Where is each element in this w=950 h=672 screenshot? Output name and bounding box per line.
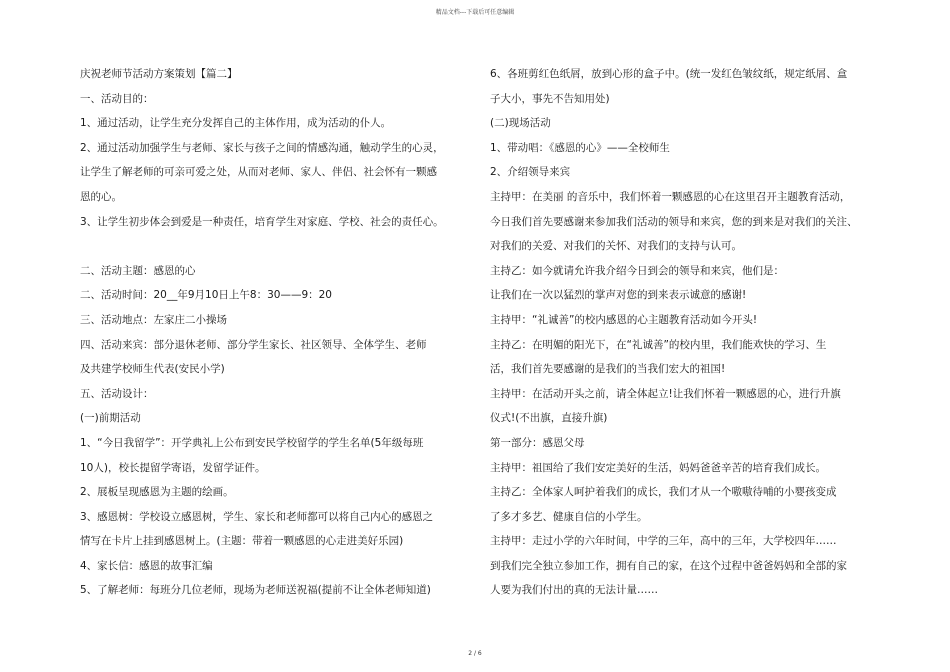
paragraph-line: 对我们的关爱、对我们的关怀、对我们的支持与认可。: [490, 240, 742, 253]
paragraph-line: 1、通过活动，让学生充分发挥自己的主体作用，成为活动的仆人。: [80, 117, 392, 130]
section-heading: 二、活动时间：20__年9月10日上午8：30——9：20: [80, 289, 332, 302]
paragraph-line: 主持乙：在明媚的阳光下，在“礼诚善”的校内里，我们能欢快的学习、生: [490, 338, 827, 351]
paragraph-line: 子大小，事先不告知用处): [490, 92, 610, 105]
paragraph-line: 2、展板呈现感恩为主题的绘画。: [80, 486, 234, 499]
paragraph-line: 2、通过活动加强学生与老师、家长与孩子之间的情感沟通，触动学生的心灵，: [80, 141, 444, 154]
paragraph-line: 了多才多艺、健康自信的小学生。: [490, 510, 648, 523]
section-heading: 四、活动来宾：部分退休老师、部分学生家长、社区领导、全体学生、老师: [80, 338, 427, 351]
paragraph-line: 活，我们首先要感谢的是我们的当我们宏大的祖国!: [490, 363, 726, 376]
page-number: 2 / 6: [468, 650, 482, 657]
section-heading: 三、活动地点：左家庄二小操场: [80, 313, 227, 326]
paragraph-line: 主持甲：祖国给了我们安定美好的生活，妈妈爸爸辛苦的培育我们成长。: [490, 461, 826, 474]
paragraph-line: 10人)，校长提留学寄语，发留学证件。: [80, 461, 266, 474]
paragraph-line: 仪式!(不出旗，直接升旗): [490, 412, 608, 425]
paragraph-line: 4、家长信：感恩的故事汇编: [80, 559, 213, 572]
paragraph-line: 主持甲：“礼诚善”的校内感恩的心主题教育活动如今开头!: [490, 313, 758, 326]
subsection-heading: 第一部分：感恩父母: [490, 436, 585, 449]
section-heading: 五、活动设计：: [80, 387, 154, 400]
paragraph-line: 6、各班剪红色纸屑，放到心形的盒子中。(统一发红色皱纹纸，规定纸屑、盒: [490, 68, 848, 80]
paragraph-line: 主持乙：全体家人呵护着我们的成长，我们才从一个嗷嗷待哺的小婴孩变成: [490, 486, 837, 499]
paragraph-line: 恩的心。: [80, 190, 122, 203]
paragraph-line: 主持乙：如今就请允许我介绍今日到会的领导和来宾，他们是：: [490, 264, 784, 277]
paragraph-line: 2、介绍领导来宾: [490, 166, 571, 179]
paragraph-line: 1、带动唱：《感恩的心》——全校师生: [490, 141, 670, 154]
paragraph-line: 让我们在一次以猛烈的掌声对您的到来表示诚意的感谢!: [490, 289, 747, 302]
right-column: [490, 62, 880, 603]
paragraph-line: 让学生了解老师的可亲可爱之处，从而对老师、家人、伴侣、社会怀有一颗感: [80, 166, 437, 179]
left-column: [80, 62, 472, 603]
page-header: 精品文档---下载后可任意编辑: [435, 9, 515, 16]
paragraph-line: 情写在卡片上挂到感恩树上。(主题：带着一颗感恩的心走进美好乐园): [80, 535, 404, 548]
paragraph-line: 主持甲：走过小学的六年时间，中学的三年，高中的三年，大学校四年……: [490, 535, 837, 548]
paragraph-line: 5、了解老师：每班分几位老师，现场为老师送祝福(提前不让全体老师知道): [80, 584, 431, 597]
paragraph-line: 1、“今日我留学”：开学典礼上公布到安民学校留学的学生名单(5年级每班: [80, 436, 424, 449]
blank-line: [80, 234, 472, 259]
paragraph-line: 主持甲：在美丽 的音乐中，我们怀着一颗感恩的心在这里召开主题教育活动，: [490, 190, 851, 203]
paragraph-line: 今日我们首先要感谢来参加我们活动的领导和来宾，您的到来是对我们的关注、: [490, 215, 858, 228]
paragraph-line: 到我们完全独立参加工作，拥有自己的家，在这个过程中爸爸妈妈和全部的家: [490, 559, 847, 572]
section-heading: 一、活动目的：: [80, 92, 154, 105]
paragraph-line: 人要为我们付出的真的无法计量……: [490, 584, 658, 597]
paragraph-line: 3、让学生初步体会到爱是一种责任，培育学生对家庭、学校、社会的责任心。: [80, 215, 444, 228]
paragraph-line: 主持甲：在活动开头之前，请全体起立!让我们怀着一颗感恩的心，进行升旗: [490, 387, 841, 400]
subsection-heading: (一)前期活动: [80, 412, 141, 425]
paragraph-line: 及共建学校师生代表(安民小学): [80, 363, 225, 376]
subsection-heading: (二)现场活动: [490, 117, 551, 130]
doc-title: 庆祝老师节活动方案策划【篇二】: [80, 68, 238, 80]
section-heading: 二、活动主题：感恩的心: [80, 264, 196, 277]
paragraph-line: 3、感恩树：学校设立感恩树，学生、家长和老师都可以将自己内心的感恩之: [80, 510, 434, 523]
